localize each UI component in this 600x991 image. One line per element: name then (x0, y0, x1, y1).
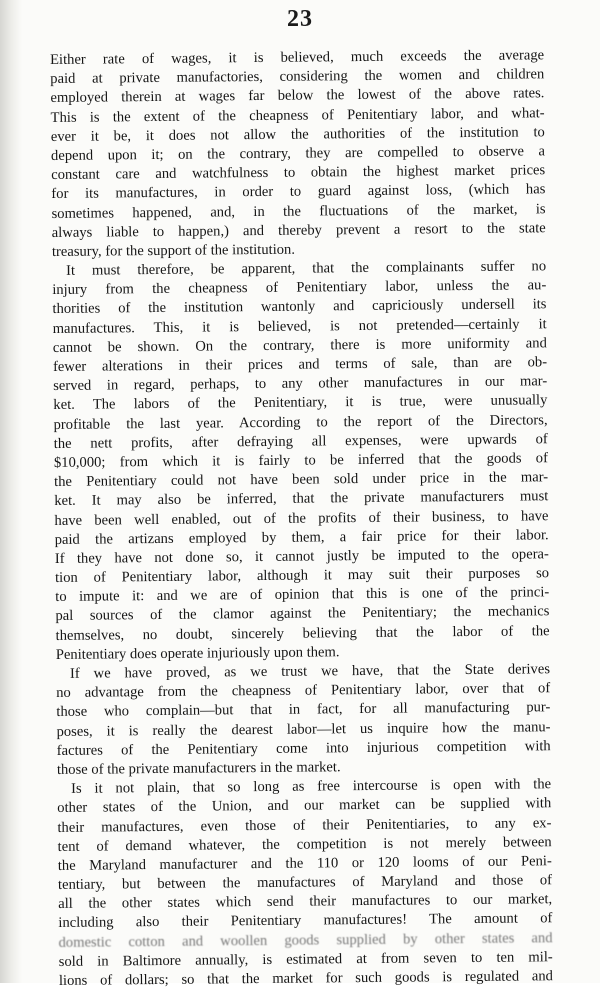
text-line: have been well enabled, out of the profits of their business, to have (54, 507, 549, 529)
text-line: Penitentiary does operate injuriously upon them. (55, 644, 340, 663)
text-line: the nett profits, after defraying all expenses, were upwards of (53, 430, 548, 452)
text-line: the Maryland manufacturer and the 110 or 120 looms of our Peni- (57, 853, 552, 874)
text-line: poses, it is really the dearest labor—let us inquire how the manu- (56, 718, 551, 740)
binding-gutter-shadow (0, 0, 22, 983)
text-line: thorities of the institution wantonly and capriciously undersell its (52, 296, 547, 318)
text-line: lions of dollars; so that the market for such goods is regulated and (58, 968, 553, 989)
text-line: to impute it: and we are of opinion that this is one of the princi- (55, 584, 550, 606)
text-line: tent of demand whatever, the competition is not merely between (57, 833, 552, 855)
paragraph-cheapness (52, 257, 550, 665)
text-line: including also their Penitentiary manufactures! The amount of (58, 910, 553, 932)
text-line: ever it be, it does not allow the authorities of the institution to (50, 124, 545, 145)
paragraph-dearest-labor (56, 660, 551, 780)
text-line: tion of Penitentiary labor, although it may suit their purposes so (54, 565, 550, 587)
text-line: profitable the last year. According to the report of the Directors, (53, 411, 548, 433)
text-line: If they have not done so, it cannot justly be imputed to the opera- (54, 546, 549, 567)
text-line: tentiary, but between the manufactures of Maryland and those of (57, 872, 553, 894)
text-line: served in regard, perhaps, to any other manufactures in our mar- (53, 373, 548, 395)
text-line: If we have proved, as we trust we have, that the State derives (69, 661, 551, 682)
text-line: the Penitentiary could not have been sold under price in the mar- (54, 469, 549, 491)
text-line: always liable to happen,) and thereby prevent a resort to the state (51, 219, 546, 241)
text-line: treasury, for the support of the institution. (51, 241, 296, 260)
text-line: their manufactures, even those of their Penitentiaries, to any ex- (57, 814, 552, 836)
paragraph-wages (50, 46, 546, 262)
text-line: paid the artizans employed by them, a fair price for their labor. (54, 526, 549, 548)
text-line: for its manufactures, in order to guard against loss, (which has (51, 181, 546, 203)
paragraph-competition (57, 775, 553, 991)
text-line: ket. It may also be inferred, that the private manufacturers must (54, 488, 549, 510)
text-line: This is the extent of the cheapness of Penitentiary labor, and what- (50, 104, 545, 126)
text-line: cannot be shown. On the contrary, there is more uniformity and (52, 335, 547, 356)
text-line: no advantage from the cheapness of Penitentiary labor, over that of (56, 680, 551, 702)
text-line: factures of the Penitentiary come into injurious competition with (56, 737, 551, 759)
text-line: $10,000; from which it is fairly to be inferred that the goods of (53, 450, 549, 471)
text-line: sometimes happened, and, in the fluctuations of the market, is (51, 200, 546, 222)
text-line: It must therefore, be apparent, that the complainants suffer no (66, 258, 547, 279)
text-line: themselves, no doubt, sincerely believing that the labor of the (55, 622, 550, 644)
text-line: all the other states which send their manufactures to our market, (58, 891, 553, 913)
body-text (50, 46, 553, 991)
page-number: 23 (287, 6, 313, 32)
text-line: pal sources of the clamor against the Penitentiary; the mechanics (55, 603, 550, 625)
text-line: employed therein at wages far below the lowest of the above rates. (50, 85, 545, 107)
text-line: constant care and watchfulness to obtain the highest market prices (51, 162, 546, 184)
text-line: ket. The labors of the Penitentiary, it is true, were unusually (53, 392, 548, 414)
text-line: those who complain—but that in fact, for all manufacturing pur- (56, 699, 551, 721)
text-line: domestic cotton and woollen goods supplied by other states and (58, 929, 553, 951)
text-line: those of the private manufacturers in the market. (56, 759, 341, 778)
text-line: injury from the cheapness of Penitentiary labor, unless the au- (52, 277, 547, 299)
text-line: manufactures. This, it is believed, is not pretended—certainly it (52, 315, 547, 337)
text-line: Is it not plain, that so long as free intercourse is open with the (71, 776, 552, 797)
text-line: paid at private manufactories, considering the women and children (50, 66, 545, 88)
text-line: fewer alterations in their prices and terms of sale, than are ob- (52, 354, 548, 375)
text-line: other states of the Union, and our market can be supplied with (57, 795, 552, 817)
text-line: depend upon it; on the contrary, they are compelled to observe a (50, 143, 546, 164)
text-line: Either rate of wages, it is believed, much exceeds the average (50, 47, 545, 68)
text-line: sold in Baltimore annually, is estimated at from seven to ten mil- (58, 949, 553, 970)
